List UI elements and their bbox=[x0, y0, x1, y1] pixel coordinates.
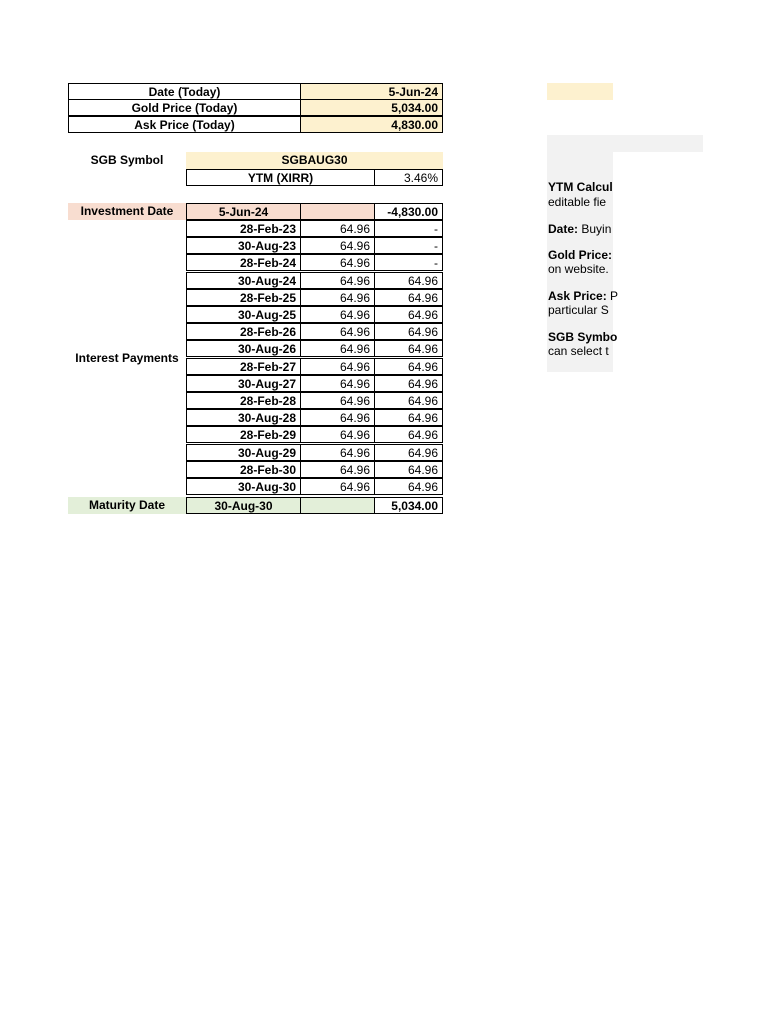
interest-date-cell: 30-Aug-23 bbox=[186, 237, 301, 254]
gold-price-cell[interactable]: 5,034.00 bbox=[300, 99, 443, 116]
interest-date-cell: 28-Feb-23 bbox=[186, 220, 301, 237]
interest-date-cell: 28-Feb-27 bbox=[186, 358, 301, 375]
interest-date-cell: 28-Feb-24 bbox=[186, 254, 301, 271]
interest-date-cell: 28-Feb-26 bbox=[186, 323, 301, 340]
interest-date-cell: 28-Feb-30 bbox=[186, 461, 301, 478]
interest-coupon-cell: 64.96 bbox=[300, 392, 375, 409]
interest-cashflow-cell: - bbox=[374, 237, 443, 254]
interest-coupon-cell: 64.96 bbox=[300, 306, 375, 323]
note-ytm-line2: editable fie bbox=[548, 195, 607, 209]
interest-cashflow-cell: 64.96 bbox=[374, 426, 443, 443]
interest-cashflow-cell: 64.96 bbox=[374, 323, 443, 340]
maturity-coupon-cell bbox=[300, 497, 375, 514]
sgb-symbol-label: SGB Symbol bbox=[90, 153, 164, 167]
note-gold-line1: Gold Price: bbox=[548, 248, 613, 262]
interest-cashflow-cell: 64.96 bbox=[374, 272, 443, 289]
maturity-date-label: Maturity Date bbox=[68, 497, 186, 514]
date-label: Date (Today) bbox=[68, 83, 301, 100]
investment-date-cell: 5-Jun-24 bbox=[186, 203, 301, 220]
interest-coupon-cell: 64.96 bbox=[300, 461, 375, 478]
interest-date-cell: 28-Feb-28 bbox=[186, 392, 301, 409]
interest-date-cell: 30-Aug-27 bbox=[186, 375, 301, 392]
maturity-date-cell: 30-Aug-30 bbox=[186, 497, 301, 514]
note-gold-line2: on website. bbox=[548, 262, 609, 276]
interest-payments-label: Interest Payments bbox=[75, 351, 179, 365]
interest-coupon-cell: 64.96 bbox=[300, 444, 375, 461]
interest-coupon-cell: 64.96 bbox=[300, 237, 375, 254]
notes-header-band bbox=[547, 135, 703, 152]
interest-cashflow-cell: 64.96 bbox=[374, 392, 443, 409]
ask-price-cell[interactable]: 4,830.00 bbox=[300, 116, 443, 133]
date-value-cell[interactable]: 5-Jun-24 bbox=[300, 83, 443, 100]
interest-date-cell: 28-Feb-29 bbox=[186, 426, 301, 443]
interest-cashflow-cell: 64.96 bbox=[374, 306, 443, 323]
interest-coupon-cell: 64.96 bbox=[300, 220, 375, 237]
interest-coupon-cell: 64.96 bbox=[300, 409, 375, 426]
interest-date-cell: 30-Aug-24 bbox=[186, 272, 301, 289]
note-sgb-line1: SGB Symbo bbox=[548, 330, 618, 344]
interest-date-cell: 28-Feb-25 bbox=[186, 289, 301, 306]
interest-date-cell: 30-Aug-28 bbox=[186, 409, 301, 426]
ytm-label: YTM (XIRR) bbox=[186, 169, 375, 186]
interest-date-cell: 30-Aug-29 bbox=[186, 444, 301, 461]
interest-coupon-cell: 64.96 bbox=[300, 254, 375, 271]
interest-cashflow-cell: 64.96 bbox=[374, 409, 443, 426]
interest-cashflow-cell: 64.96 bbox=[374, 289, 443, 306]
note-ask-line1: Ask Price: P bbox=[548, 289, 619, 303]
maturity-amount-cell: 5,034.00 bbox=[374, 497, 443, 514]
interest-date-cell: 30-Aug-26 bbox=[186, 340, 301, 357]
interest-cashflow-cell: - bbox=[374, 254, 443, 271]
investment-amount-cell: -4,830.00 bbox=[374, 203, 443, 220]
interest-date-cell: 30-Aug-30 bbox=[186, 478, 301, 495]
investment-date-label: Investment Date bbox=[68, 203, 186, 220]
interest-cashflow-cell: - bbox=[374, 220, 443, 237]
legend-input-swatch bbox=[547, 83, 613, 100]
note-ask-line2: particular S bbox=[548, 303, 609, 317]
interest-coupon-cell: 64.96 bbox=[300, 358, 375, 375]
note-date: Date: Buyin bbox=[548, 222, 612, 236]
note-ytm-line1: YTM Calcul bbox=[548, 180, 613, 194]
interest-coupon-cell: 64.96 bbox=[300, 340, 375, 357]
interest-coupon-cell: 64.96 bbox=[300, 272, 375, 289]
interest-cashflow-cell: 64.96 bbox=[374, 444, 443, 461]
interest-cashflow-cell: 64.96 bbox=[374, 478, 443, 495]
ytm-value: 3.46% bbox=[374, 169, 443, 186]
interest-date-cell: 30-Aug-25 bbox=[186, 306, 301, 323]
investment-coupon-cell bbox=[300, 203, 375, 220]
interest-cashflow-cell: 64.96 bbox=[374, 358, 443, 375]
interest-coupon-cell: 64.96 bbox=[300, 426, 375, 443]
interest-cashflow-cell: 64.96 bbox=[374, 375, 443, 392]
interest-cashflow-cell: 64.96 bbox=[374, 461, 443, 478]
interest-cashflow-cell: 64.96 bbox=[374, 340, 443, 357]
ask-price-label: Ask Price (Today) bbox=[68, 116, 301, 133]
sgb-symbol-select[interactable]: SGBAUG30 bbox=[186, 152, 443, 169]
interest-coupon-cell: 64.96 bbox=[300, 375, 375, 392]
interest-coupon-cell: 64.96 bbox=[300, 289, 375, 306]
gold-price-label: Gold Price (Today) bbox=[68, 99, 301, 116]
interest-coupon-cell: 64.96 bbox=[300, 323, 375, 340]
note-sgb-line2: can select t bbox=[548, 344, 609, 358]
interest-coupon-cell: 64.96 bbox=[300, 478, 375, 495]
